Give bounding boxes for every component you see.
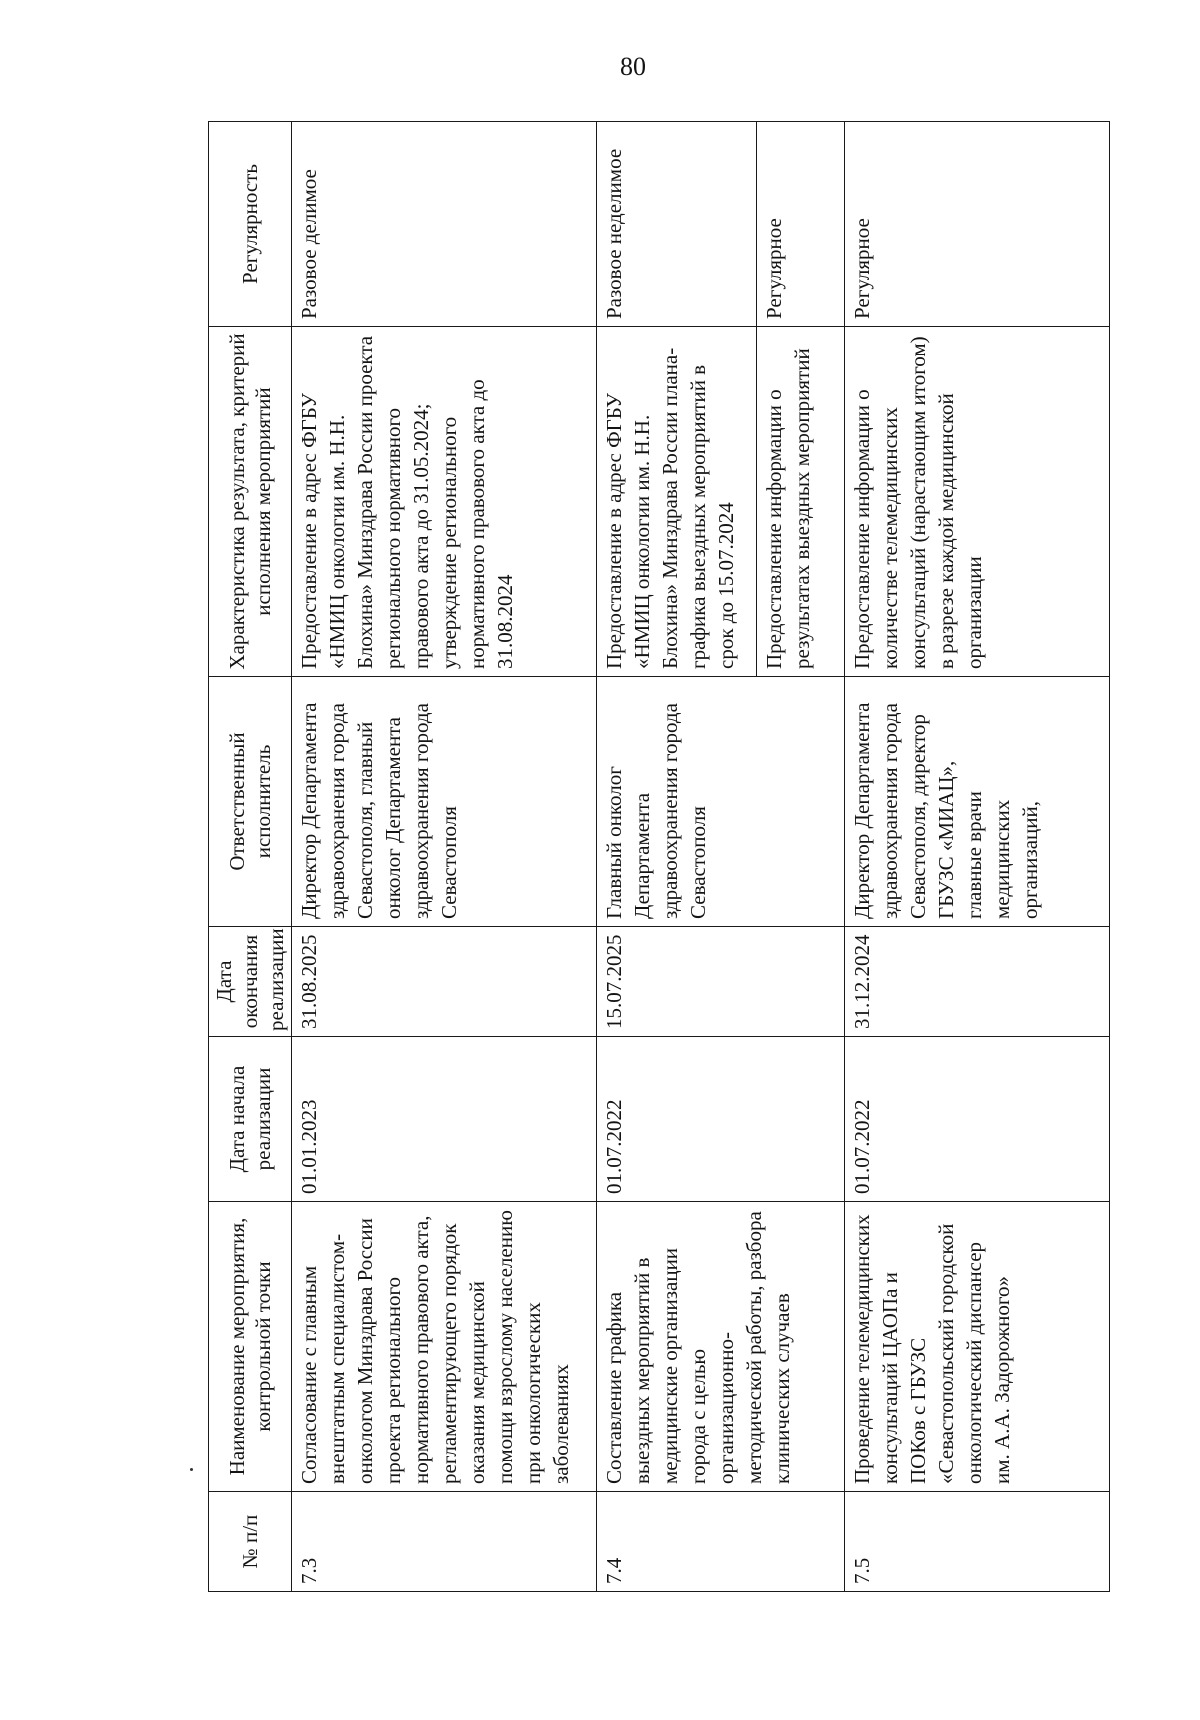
row-name: Согласование с главным внештатным специалистом-онкологом Минздрава России проекта регионального нормативного правового акта, регламентирующего порядок оказания медицинской помощи взрослому населению при онкологических заболеваниях (292, 1202, 597, 1492)
table-header-row (209, 122, 292, 1592)
row-start-date: 01.01.2023 (292, 1037, 597, 1202)
row-result: Предоставление в адрес ФГБУ «НМИЦ онкологии им. Н.Н. Блохина» Минздрава России плана-графика выездных мероприятий в срок до 15.07.2024 (597, 327, 757, 677)
table-row (292, 122, 597, 1592)
row-end-date: 31.08.2025 (292, 927, 597, 1037)
row-start-date: 01.07.2022 (597, 1037, 845, 1202)
row-num: 7.3 (292, 1492, 597, 1592)
row-name: Составление графика выездных мероприятий в медицинские организации города с целью организационно-методической работы, разбора клинических случаев (597, 1202, 845, 1492)
row-regularity: Разовое неделимое (597, 122, 757, 327)
row-regularity: Разовое делимое (292, 122, 597, 327)
row-end-date: 15.07.2025 (597, 927, 845, 1037)
header-name: Наименование мероприятия, контрольной точки (209, 1202, 292, 1492)
row-regularity: Регулярное (845, 122, 1110, 327)
row-end-date: 31.12.2024 (845, 927, 1110, 1037)
row-responsible: Директор Департамента здравоохранения города Севастополя, директор ГБУЗС «МИАЦ», главные врачи медицинских организаций, (845, 677, 1110, 927)
rotated-table-container (208, 122, 1108, 1592)
page-number: 80 (620, 52, 646, 81)
header-end-date: Дата окончания реализации (209, 927, 292, 1037)
row-result: Предоставление информации о количестве телемедицинских консультаций (нарастающим итогом) в разрезе каждой медицинской организации (845, 327, 1110, 677)
row-num: 7.5 (845, 1492, 1110, 1592)
action-plan-table (208, 121, 1110, 1592)
row-start-date: 01.07.2022 (845, 1037, 1110, 1202)
header-regularity: Регулярность (209, 122, 292, 327)
header-start-date: Дата начала реализации (209, 1037, 292, 1202)
table-row (845, 122, 1110, 1592)
header-num: № п/п (209, 1492, 292, 1592)
row-responsible: Директор Департамента здравоохранения города Севастополя, главный онколог Департамента здравоохранения города Севастополя (292, 677, 597, 927)
scan-speck (190, 1468, 193, 1471)
header-result: Характеристика результата, критерий исполнения мероприятий (209, 327, 292, 677)
row-result: Предоставление информации о результатах выездных мероприятий (757, 327, 845, 677)
row-result: Предоставление в адрес ФГБУ «НМИЦ онкологии им. Н.Н. Блохина» Минздрава России проекта регионального нормативного правового акта до 31.05.2024; утверждение регионального нормативного правового акта до 31.08.2024 (292, 327, 597, 677)
table-row (597, 122, 757, 1592)
row-num: 7.4 (597, 1492, 845, 1592)
row-regularity: Регулярное (757, 122, 845, 327)
header-responsible: Ответственный исполнитель (209, 677, 292, 927)
row-name: Проведение телемедицинских консультаций ЦАОПа и ПОКов с ГБУЗС «Севастопольский городской онкологический диспансер им. А.А. Задорожного» (845, 1202, 1110, 1492)
row-responsible: Главный онколог Департамента здравоохранения города Севастополя (597, 677, 845, 927)
